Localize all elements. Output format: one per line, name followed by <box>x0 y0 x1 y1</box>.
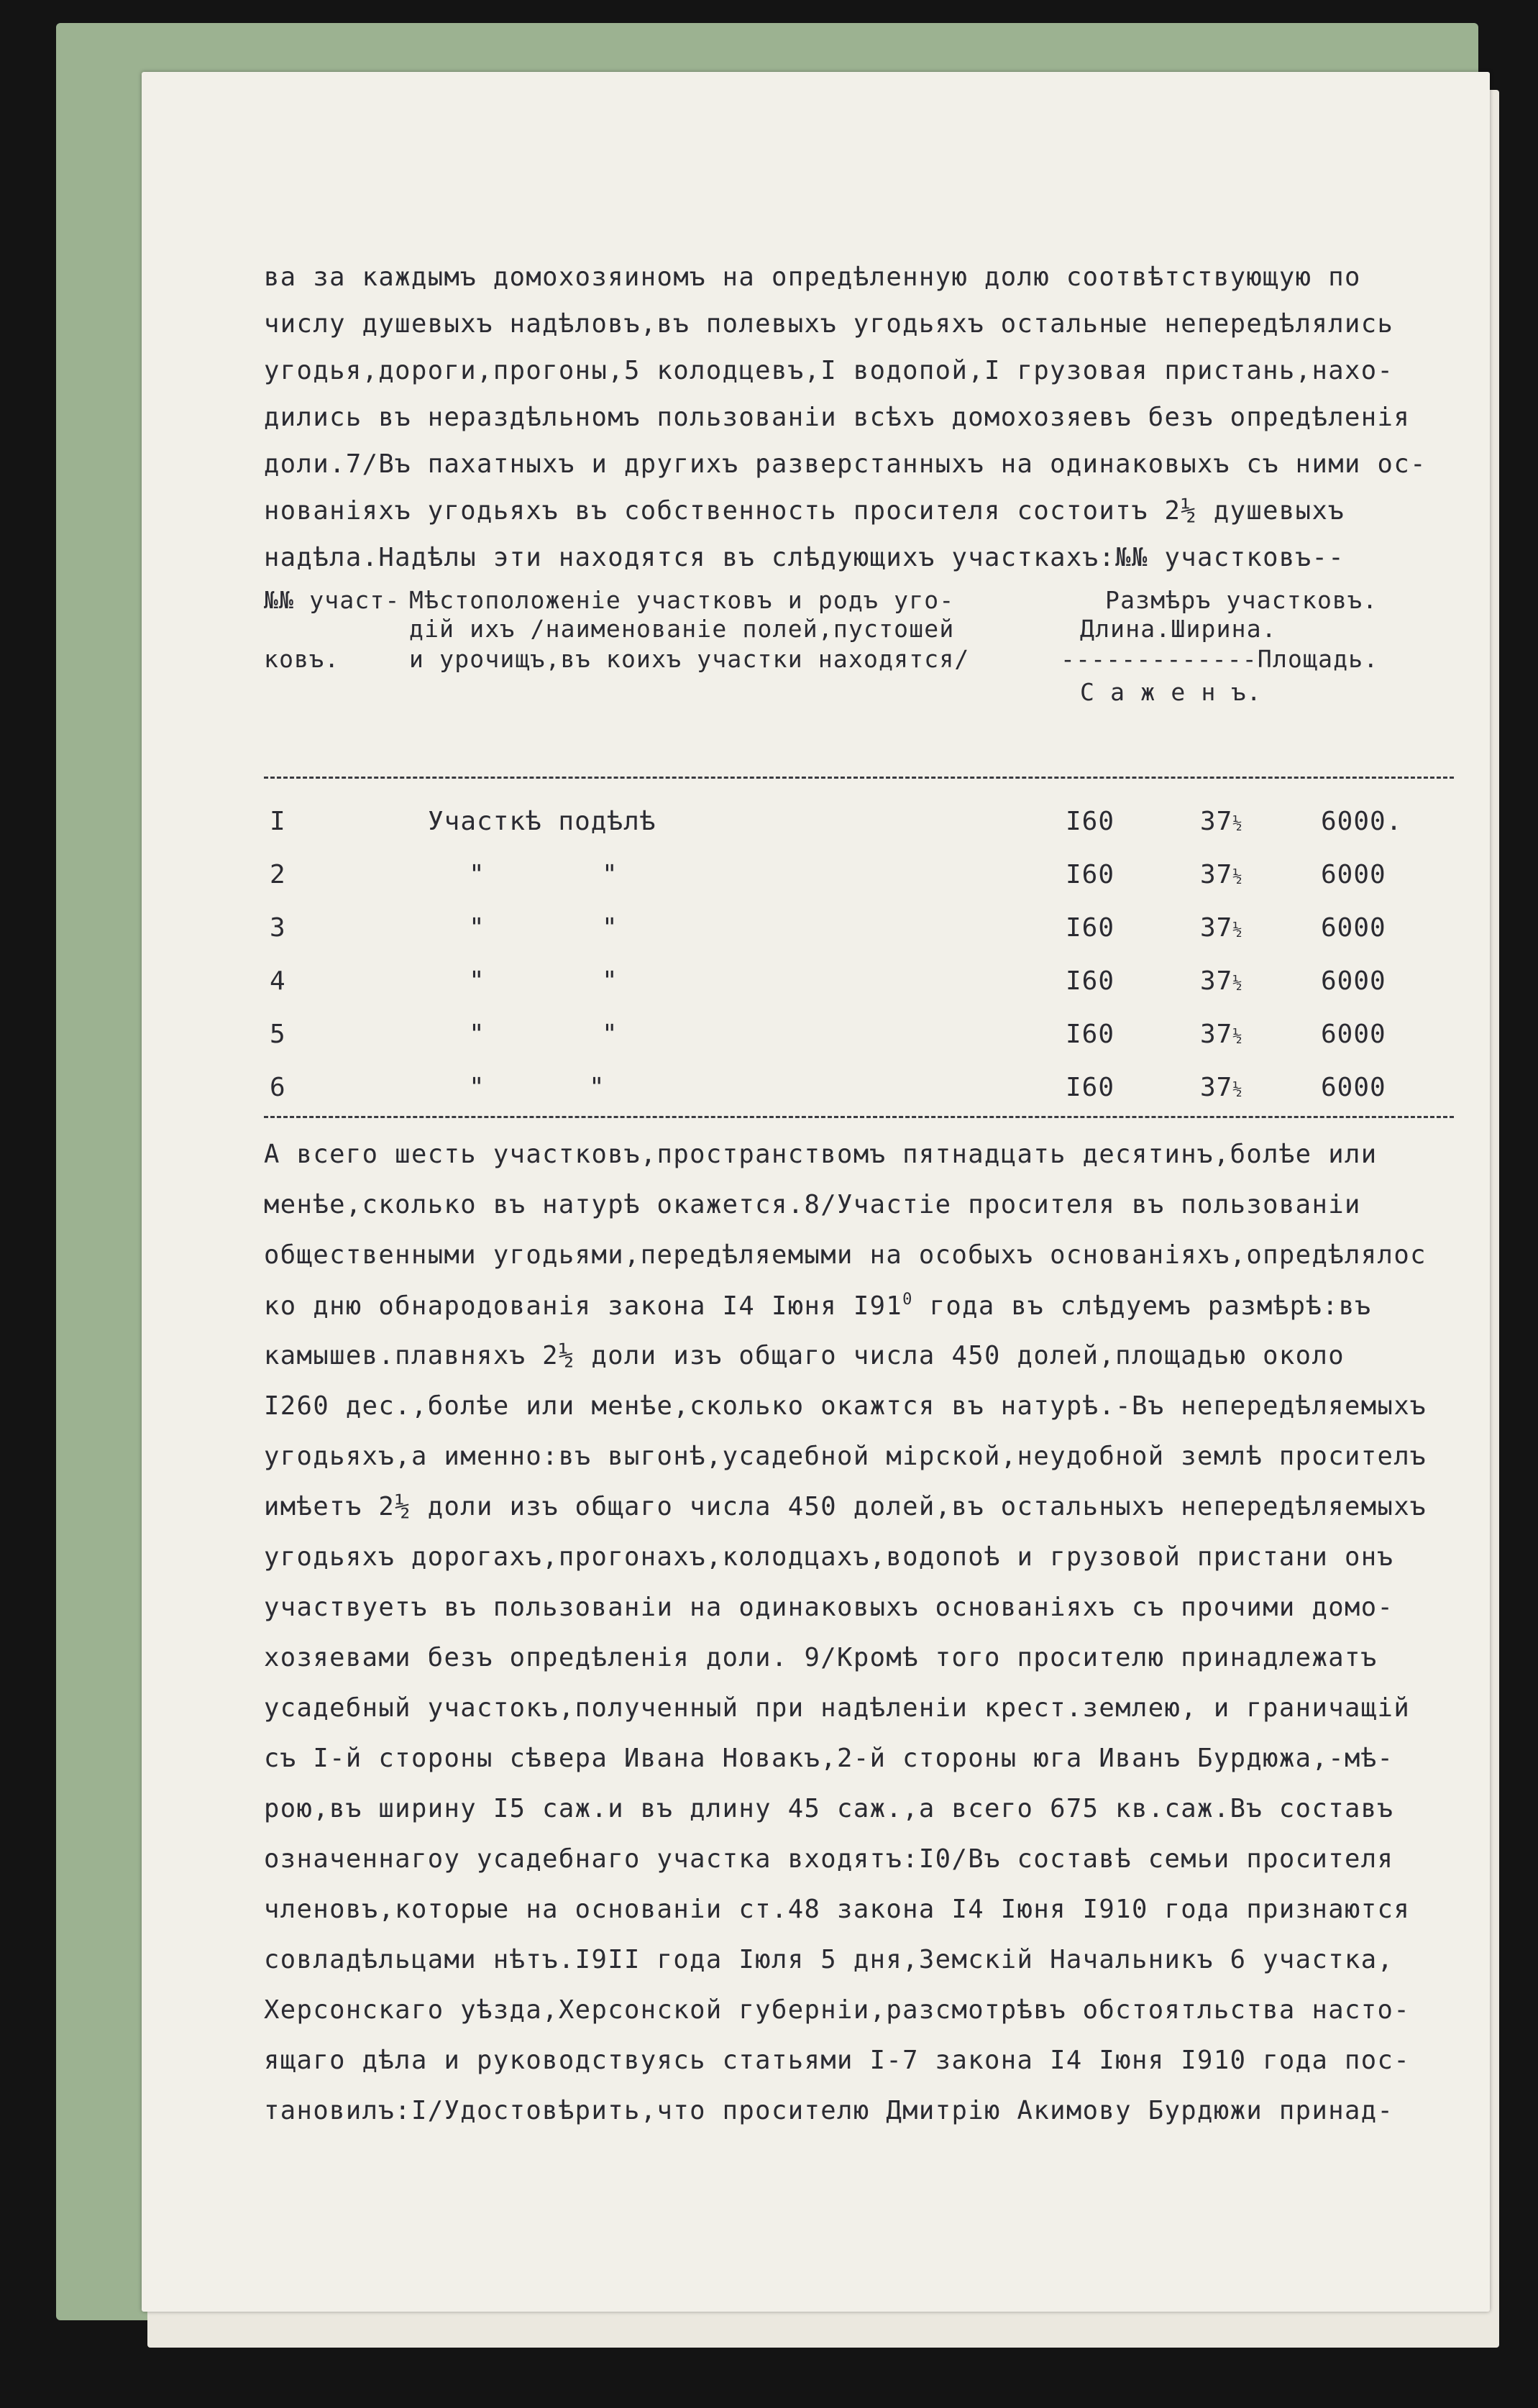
text-line: менѣе,сколько въ натурѣ окажется.8/Участіе просителя въ пользованіи <box>264 1190 1361 1219</box>
row-ditto: " <box>469 1020 485 1049</box>
row-ditto: " <box>469 966 485 996</box>
text-line: угодьяхъ дорогахъ,прогонахъ,колодцахъ,водопоѣ и грузовой пристани онъ <box>264 1542 1394 1572</box>
row-number: 2 <box>270 860 286 889</box>
row-width: 37½ <box>1200 807 1243 836</box>
header-location-col-cont: и урочищъ,въ коихъ участки находятся/ <box>409 645 970 673</box>
text-line: ко дню обнародованія закона I4 Іюня $I91^0$ года въ слѣдуемъ размѣрѣ:въ <box>264 1291 1372 1321</box>
text-line: А всего шесть участковъ,пространствомъ пятнадцать десятинъ,болѣе или <box>264 1140 1378 1169</box>
text-line: I260 дес.,болѣе или менѣе,сколько окажтся въ натурѣ.-Въ непередѣляемыхъ <box>264 1391 1427 1421</box>
text-line: угодья,дороги,прогоны,5 колодцевъ,I водопой,I грузовая пристань,нахо- <box>264 356 1394 385</box>
header-area-col: -------------Площадь. <box>1061 645 1379 673</box>
text-line: камышев.плавняхъ 2½ доли изъ общаго числа 450 долей,площадью около <box>264 1341 1345 1370</box>
row-width: 37½ <box>1200 1073 1243 1102</box>
row-number: 4 <box>270 966 286 996</box>
row-length: I60 <box>1066 966 1115 996</box>
row-area: 6000 <box>1321 966 1386 996</box>
row-length: I60 <box>1066 1073 1115 1102</box>
row-area: 6000 <box>1321 860 1386 889</box>
header-unit-sazhen: С а ж е н ъ. <box>1080 678 1262 706</box>
text-line: надѣла.Надѣлы эти находятся въ слѣдующихъ участкахъ:№№ участковъ-- <box>264 543 1345 572</box>
row-length: I60 <box>1066 913 1115 943</box>
text-line: участвуетъ въ пользованіи на одинаковыхъ основаніяхъ съ прочими домо- <box>264 1593 1394 1622</box>
text-line: общественными угодьями,передѣляемыми на особыхъ основаніяхъ,опредѣлялос <box>264 1240 1427 1270</box>
row-number: 6 <box>270 1073 286 1102</box>
header-size-subcols: Длина.Ширина. <box>1080 615 1277 643</box>
text-line: доли.7/Въ пахатныхъ и другихъ разверстанныхъ на одинаковыхъ съ ними ос- <box>264 449 1427 479</box>
row-number: 5 <box>270 1020 286 1049</box>
row-ditto: " <box>602 1020 618 1049</box>
text-line: членовъ,которые на основаніи ст.48 закона I4 Іюня I910 года признаются <box>264 1895 1411 1924</box>
row-area: 6000. <box>1321 807 1403 836</box>
row-ditto: " <box>602 860 618 889</box>
row-area: 6000 <box>1321 1073 1386 1102</box>
row-ditto: " <box>469 913 485 943</box>
header-location-col: Мѣстоположеніе участковъ и родъ уго- <box>409 586 955 614</box>
row-width: 37½ <box>1200 966 1243 996</box>
row-width: 37½ <box>1200 860 1243 889</box>
row-width: 37½ <box>1200 913 1243 943</box>
row-ditto: " <box>602 913 618 943</box>
header-number-col-cont: ковъ. <box>264 645 340 673</box>
row-ditto: " <box>469 1073 485 1102</box>
text-line: нованіяхъ угодьяхъ въ собственность просителя состоитъ 2½ душевыхъ <box>264 496 1345 526</box>
text-line: имѣетъ 2½ доли изъ общаго числа 450 долей,въ остальныхъ непередѣляемыхъ <box>264 1492 1427 1521</box>
row-area: 6000 <box>1321 1020 1386 1049</box>
text-line: ва за каждымъ домохозяиномъ на опредѣленную долю соотвѣтствующую по <box>264 262 1361 292</box>
header-number-col: №№ участ- <box>264 586 400 614</box>
text-line: хозяевами безъ опредѣленія доли. 9/Кромѣ того просителю принадлежатъ <box>264 1643 1378 1672</box>
row-ditto: " <box>602 966 618 996</box>
header-location-col-cont: дій ихъ /наименованіе полей,пустошей <box>409 615 955 643</box>
row-ditto: " <box>589 1073 605 1102</box>
table-rule-bottom <box>264 1116 1454 1118</box>
row-location: Участкѣ подѣлѣ <box>428 807 656 836</box>
text-line: ящаго дѣла и руководствуясь статьями I-7 закона I4 Іюня I910 года пос- <box>264 2046 1411 2075</box>
text-line: тановилъ:I/Удостовѣрить,что просителю Дмитрію Акимову Бурдюжи принад- <box>264 2096 1394 2125</box>
text-line: съ I-й стороны сѣвера Ивана Новакъ,2-й стороны юга Иванъ Бурдюжа,-мѣ- <box>264 1744 1394 1773</box>
text-line: угодьяхъ,а именно:въ выгонѣ,усадебной мірской,неудобной землѣ просителъ <box>264 1442 1427 1471</box>
text-line: совладѣльцами нѣтъ.I9II года Іюля 5 дня,Земскій Начальникъ 6 участка, <box>264 1945 1394 1974</box>
text-line: означеннагоу усадебнаго участка входятъ:I0/Въ составѣ семьи просителя <box>264 1844 1394 1874</box>
row-length: I60 <box>1066 1020 1115 1049</box>
row-length: I60 <box>1066 807 1115 836</box>
header-size-col: Размѣръ участковъ. <box>1105 586 1378 614</box>
text-line: числу душевыхъ надѣловъ,въ полевыхъ угодьяхъ остальные непередѣлялись <box>264 309 1394 339</box>
document-page <box>142 72 1490 2312</box>
row-length: I60 <box>1066 860 1115 889</box>
row-ditto: " <box>469 860 485 889</box>
text-line: дились въ нераздѣльномъ пользованіи всѣхъ домохозяевъ безъ опредѣленія <box>264 403 1411 432</box>
text-line: усадебный участокъ,полученный при надѣленіи крест.землею, и граничащій <box>264 1693 1411 1723</box>
text-line: Херсонскаго уѣзда,Херсонской губерніи,разсмотрѣвъ обстоятльства насто- <box>264 1995 1411 2025</box>
table-rule-top <box>264 777 1454 779</box>
row-area: 6000 <box>1321 913 1386 943</box>
row-width: 37½ <box>1200 1020 1243 1049</box>
text-line: рою,въ ширину I5 саж.и въ длину 45 саж.,а всего 675 кв.саж.Въ составъ <box>264 1794 1394 1823</box>
row-number: 3 <box>270 913 286 943</box>
row-number: I <box>270 807 286 836</box>
